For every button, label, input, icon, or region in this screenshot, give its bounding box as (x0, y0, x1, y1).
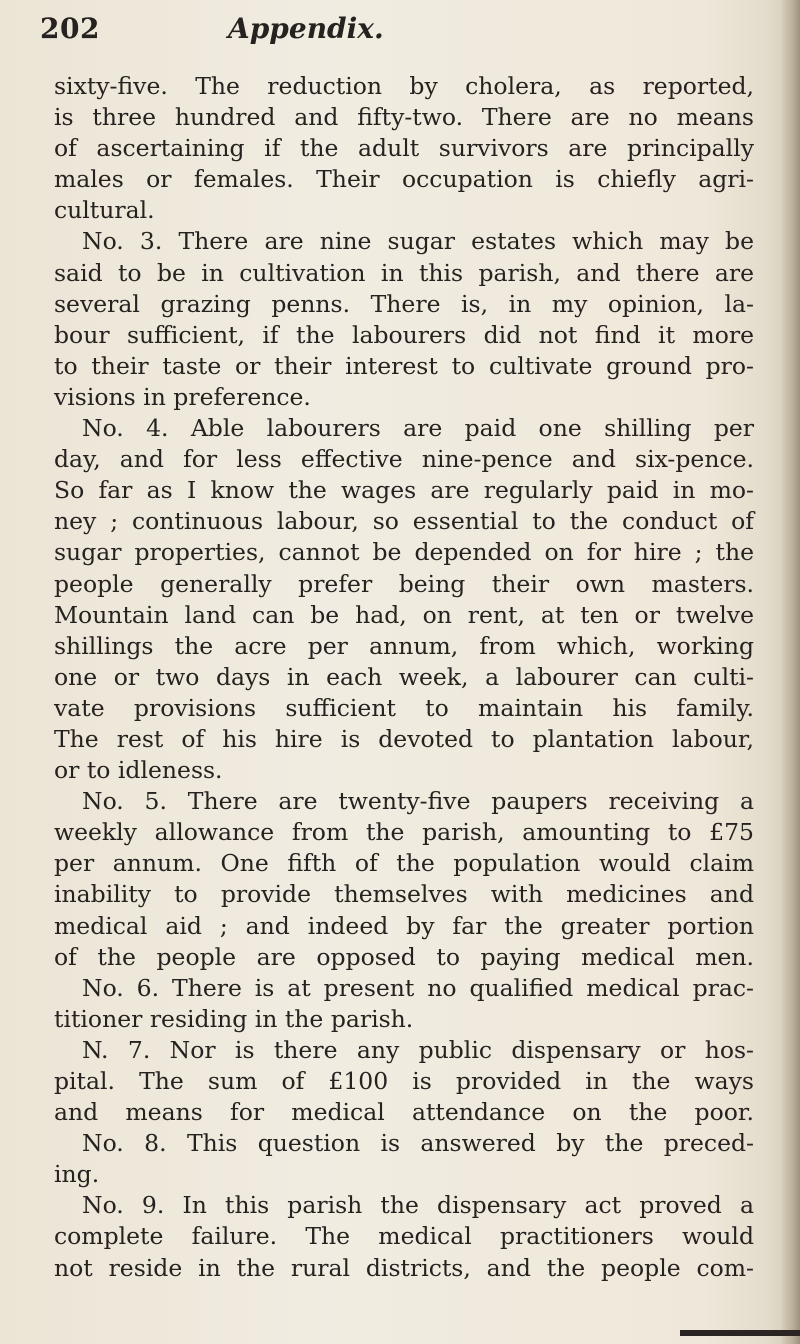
text-line: of the people are opposed to paying medical men. (54, 942, 754, 971)
text-line: ing. (54, 1160, 100, 1189)
text-line: No. 3. There are nine sugar estates which may be (82, 227, 754, 256)
text-line: medical aid ; and indeed by far the greater portion (54, 911, 754, 940)
bottom-edge-rule (680, 1330, 800, 1336)
text-line: shillings the acre per annum, from which, working (54, 631, 754, 660)
running-head: Appendix. (228, 12, 384, 45)
page-number: 202 (40, 12, 100, 45)
text-line: per annum. One fifth of the population would claim (54, 849, 754, 878)
text-line: Mountain land can be had, on rent, at ten or twelve (54, 600, 754, 629)
text-line: bour sufficient, if the labourers did not find it more (54, 320, 754, 349)
text-line: No. 6. There is at present no qualified medical prac- (82, 973, 754, 1002)
text-line: sugar properties, cannot be depended on for hire ; the (54, 538, 754, 567)
text-line: The rest of his hire is devoted to plantation labour, (54, 724, 754, 753)
text-line: No. 4. Able labourers are paid one shilling per (82, 414, 754, 443)
text-line: people generally prefer being their own masters. (54, 569, 754, 598)
text-line: is three hundred and fifty-two. There are no means (54, 103, 754, 132)
page-spine-shadow (782, 0, 800, 1344)
text-line: titioner residing in the parish. (54, 1004, 414, 1033)
text-line: said to be in cultivation in this parish, and there are (54, 258, 754, 287)
text-line: visions in preference. (54, 382, 311, 411)
text-line: No. 9. In this parish the dispensary act proved a (82, 1191, 754, 1220)
text-line: So far as I know the wages are regularly paid in mo- (54, 476, 754, 505)
text-line: vate provisions sufficient to maintain his family. (54, 693, 754, 722)
text-line: No. 8. This question is answered by the preced- (82, 1129, 754, 1158)
text-line: complete failure. The medical practitioners would (54, 1222, 754, 1251)
body-text (54, 71, 754, 1284)
text-line: of ascertaining if the adult survivors are principally (54, 134, 754, 163)
text-line: several grazing penns. There is, in my opinion, la- (54, 289, 754, 318)
text-line: pital. The sum of £100 is provided in the ways (54, 1067, 754, 1095)
text-line: No. 5. There are twenty-five paupers receiving a (82, 787, 754, 816)
text-line: weekly allowance from the parish, amounting to £75 (54, 818, 754, 847)
text-line: males or females. Their occupation is chiefly agri- (54, 165, 754, 194)
text-line: day, and for less effective nine-pence and six-pence. (54, 445, 754, 474)
text-line: one or two days in each week, a labourer can culti- (54, 662, 754, 691)
text-line: N. 7. Nor is there any public dispensary or hos- (82, 1035, 754, 1064)
text-line: sixty-five. The reduction by cholera, as reported, (54, 72, 754, 100)
text-line: and means for medical attendance on the poor. (54, 1098, 754, 1127)
text-line: not reside in the rural districts, and the people com- (54, 1253, 754, 1282)
text-line: or to idleness. (54, 756, 223, 785)
text-line: cultural. (54, 196, 155, 225)
text-line: inability to provide themselves with medicines and (54, 880, 754, 909)
page-header (40, 6, 740, 54)
text-line: ney ; continuous labour, so essential to the conduct of (54, 507, 754, 536)
text-line: to their taste or their interest to cultivate ground pro- (54, 351, 754, 380)
